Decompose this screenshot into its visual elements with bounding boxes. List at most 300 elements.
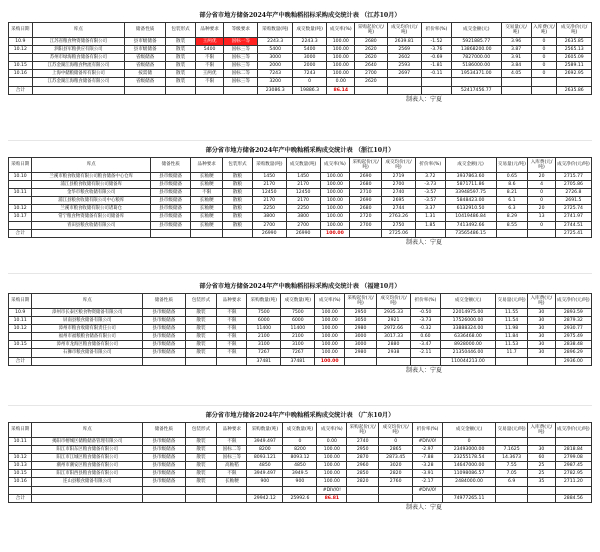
table-cell xyxy=(9,197,32,205)
table-cell: 2744 xyxy=(382,205,416,213)
table-cell: 2760 xyxy=(379,478,413,486)
table-cell: 2170 xyxy=(252,181,286,189)
divider xyxy=(8,405,592,406)
table-header-row xyxy=(9,158,592,173)
table-cell: #DIV/0! xyxy=(413,486,443,494)
total-cell xyxy=(166,86,196,94)
table-cell: 2980 xyxy=(345,349,377,357)
sheet-guangdong xyxy=(8,410,592,513)
table-cell: 2896.29 xyxy=(555,349,591,357)
table-row xyxy=(9,181,592,189)
table-cell xyxy=(379,486,413,494)
table-cell: -3.57 xyxy=(415,189,445,197)
column-header: 采购起价(元/吨) xyxy=(345,294,377,309)
column-header: 入库费(元/吨) xyxy=(528,158,556,173)
column-header: 交易量(元/吨) xyxy=(501,23,531,38)
table-cell: 3.87 xyxy=(501,46,531,54)
table-cell: 10.16 xyxy=(9,70,33,78)
table-cell: 2170 xyxy=(252,197,286,205)
table-cell: 王两优 xyxy=(196,70,224,78)
table-cell: 2602 xyxy=(387,54,421,62)
total-cell xyxy=(217,494,247,502)
table-cell: 散粮 xyxy=(223,221,253,229)
total-cell: 100.00 xyxy=(315,357,345,365)
table-cell: 2243.3 xyxy=(292,38,326,46)
table-cell xyxy=(9,181,32,189)
table-row xyxy=(9,62,592,70)
table-cell: 省级储备 xyxy=(125,62,166,70)
table-cell: 8200 xyxy=(283,446,317,454)
column-header: 折价率(%) xyxy=(413,423,443,438)
table-cell: 散装 xyxy=(166,54,196,62)
total-cell: 86.14 xyxy=(327,86,355,94)
table-cell: 11400 xyxy=(281,325,315,333)
table-cell xyxy=(247,486,283,494)
table-cell: 散装 xyxy=(185,309,217,317)
table-cell: 3000 xyxy=(345,333,377,341)
table-cell xyxy=(555,486,591,494)
total-cell: 19886.3 xyxy=(292,86,326,94)
table-cell: 2640 xyxy=(355,62,387,70)
table-cell: 8093.12 xyxy=(283,454,317,462)
table-cell: 县市级储备 xyxy=(143,454,186,462)
total-cell xyxy=(379,494,413,502)
sheet-title: 部分省市地方储备2024年产中晚籼稻招标采购成交统计表 （福建10月） xyxy=(199,283,401,290)
table-cell: 10.12 xyxy=(9,205,32,213)
depot-name-cell: 阳江市江城区粮食储备有限公司 xyxy=(32,454,143,462)
table-cell: 散装 xyxy=(185,462,217,470)
table-cell: 2782.95 xyxy=(555,470,591,478)
table-cell: 1.85 xyxy=(415,221,445,229)
table-cell: 6.1 xyxy=(496,197,528,205)
table-cell xyxy=(283,486,317,494)
table-cell: 2763.26 xyxy=(382,213,416,221)
table-cell xyxy=(217,486,247,494)
table-cell: 21350446.00 xyxy=(440,349,495,357)
table-cell: 10.12 xyxy=(9,325,32,333)
table-cell: 7.05 xyxy=(496,470,528,478)
table-cell: 35 xyxy=(528,478,556,486)
table-cell: 6132910.50 xyxy=(445,205,496,213)
table-row xyxy=(9,317,592,325)
total-cell: 2884.56 xyxy=(555,494,591,502)
table-cell: 6.9 xyxy=(496,478,528,486)
table-cell: 100.00 xyxy=(320,181,350,189)
table-row xyxy=(9,341,592,349)
depot-name-cell: 江苏金湖江海粮食储备有限公司 xyxy=(32,78,125,86)
column-header: 成交净价(元/吨) xyxy=(557,23,592,38)
table-cell: 3.91 xyxy=(501,54,531,62)
table-cell: 散装 xyxy=(185,325,217,333)
table-cell: 1450 xyxy=(286,173,320,181)
table-cell: 10.12 xyxy=(9,454,32,462)
table-cell: 散装 xyxy=(166,46,196,54)
table-cell: 长籼粳 xyxy=(191,221,223,229)
table-row xyxy=(9,446,592,454)
table-cell: 100.00 xyxy=(320,213,350,221)
column-header: 品种要求 xyxy=(196,23,224,38)
table-cell: 县市级储备 xyxy=(143,446,186,454)
total-cell: 23086.3 xyxy=(258,86,292,94)
column-header: 入库费(元/吨) xyxy=(528,294,556,309)
table-cell: 7827000.00 xyxy=(452,54,501,62)
table-cell: 散装 xyxy=(185,317,217,325)
table-cell: 2893.59 xyxy=(555,309,591,317)
total-cell: 29942.12 xyxy=(247,494,283,502)
table-cell: 2820 xyxy=(379,470,413,478)
table-cell: 散装 xyxy=(166,62,196,70)
table-cell: 10.11 xyxy=(9,317,32,325)
table-cell: 20 xyxy=(528,205,556,213)
total-cell: 37481 xyxy=(247,357,281,365)
table-cell: 县市级储备 xyxy=(143,317,186,325)
table-cell xyxy=(9,446,32,454)
table-cell: 11.54 xyxy=(496,317,528,325)
column-header: 等级要求 xyxy=(224,23,258,38)
column-header: 包装形式 xyxy=(185,294,217,309)
column-header: 品种要求 xyxy=(217,294,247,309)
column-header: 折价率(%) xyxy=(415,158,445,173)
table-cell: 5400 xyxy=(196,46,224,54)
column-header: 入库费(元/吨) xyxy=(531,23,557,38)
table-cell: 8.55 xyxy=(496,221,528,229)
table-cell: 4.05 xyxy=(501,70,531,78)
table-cell: 2960 xyxy=(347,462,379,470)
column-header: 成交率(%) xyxy=(317,423,347,438)
table-cell: 3949.497 xyxy=(247,470,283,478)
depot-name-cell: 漳州市长泰区粮食物资储备有限公司 xyxy=(32,309,143,317)
depot-name-cell: 浦江县粮食收储有限公司储备库 xyxy=(32,181,151,189)
total-cell xyxy=(350,229,382,237)
table-cell: 5921885.77 xyxy=(452,38,501,46)
table-cell: 5400 xyxy=(258,46,292,54)
table-cell: 2987.45 xyxy=(555,462,591,470)
total-cell xyxy=(32,86,125,94)
table-cell: 2880 xyxy=(377,341,411,349)
divider xyxy=(8,140,592,141)
total-row xyxy=(9,86,592,94)
table-cell: 散粮 xyxy=(223,213,253,221)
table-cell: 8.21 xyxy=(496,189,528,197)
table-cell: 2691.5 xyxy=(555,197,591,205)
total-cell: 26990 xyxy=(286,229,320,237)
table-row xyxy=(9,454,592,462)
table-cell: 县市级储备 xyxy=(125,38,166,46)
table-cell: 100.00 xyxy=(320,221,350,229)
table-cell: 13 xyxy=(528,213,556,221)
table-cell: 8093.121 xyxy=(247,454,283,462)
table-cell: 不限 xyxy=(191,189,223,197)
table-cell: 王两优 xyxy=(196,38,224,46)
table-cell: 100.00 xyxy=(317,462,347,470)
table-cell: 不限 xyxy=(196,78,224,86)
table-cell: 2620 xyxy=(355,78,387,86)
table-cell: 2170 xyxy=(286,197,320,205)
table-cell: 0 xyxy=(531,54,557,62)
table-cell xyxy=(528,486,556,494)
table-cell: 县市级储备 xyxy=(143,478,186,486)
table-cell: 11098086.57 xyxy=(442,470,495,478)
depot-name-cell: 石狮市粮食储备有限公司 xyxy=(32,349,143,357)
table-row xyxy=(9,470,592,478)
table-cell: 长籼粳 xyxy=(191,173,223,181)
table-cell: 14647000.00 xyxy=(442,462,495,470)
table-cell: 县市级储备 xyxy=(143,462,186,470)
total-row xyxy=(9,229,592,237)
table-cell: 8.29 xyxy=(496,213,528,221)
table-cell: 10.17 xyxy=(9,213,32,221)
table-cell xyxy=(9,54,33,62)
table-cell: 6.3 xyxy=(496,205,528,213)
table-cell: 3.84 xyxy=(501,62,531,70)
table-cell: 100.00 xyxy=(320,189,350,197)
column-header: 成交均价(元/吨) xyxy=(387,23,421,38)
total-cell: 74977265.11 xyxy=(442,494,495,502)
table-cell: 散粮 xyxy=(223,197,253,205)
depot-name-cell: 连山县粮食储备有限公司 xyxy=(32,478,143,486)
table-row xyxy=(9,333,592,341)
table-cell: 2700 xyxy=(252,221,286,229)
table-cell: 6336468.00 xyxy=(440,333,495,341)
table-cell: 按需储 xyxy=(125,70,166,78)
total-cell: 2725.41 xyxy=(555,229,591,237)
column-header: 包装形式 xyxy=(166,23,196,38)
total-cell xyxy=(32,357,143,365)
table-cell: 国标三等 xyxy=(217,454,247,462)
table-cell: 2873.45 xyxy=(379,454,413,462)
column-header: 成交净价(元/吨) xyxy=(555,423,591,438)
total-cell xyxy=(528,357,556,365)
table-cell: 2690 xyxy=(350,197,382,205)
table-cell: 2000 xyxy=(292,62,326,70)
table-cell: 2850 xyxy=(347,470,379,478)
table-cell: 不限 xyxy=(217,341,247,349)
table-cell: 国标二等 xyxy=(224,70,258,78)
table-cell: 0 xyxy=(531,70,557,78)
table-cell: 不限 xyxy=(196,62,224,70)
table-cell: -2.11 xyxy=(411,349,441,357)
table-cell: 10.11 xyxy=(9,189,32,197)
column-header: 储备性质 xyxy=(151,158,191,173)
column-header: 交易量(元/吨) xyxy=(496,158,528,173)
column-header: 成交数量(吨) xyxy=(283,423,317,438)
table-cell xyxy=(557,78,592,86)
table-cell xyxy=(387,78,421,86)
table-cell: 2605.09 xyxy=(557,54,592,62)
table-cell: 2719 xyxy=(382,173,416,181)
table-cell: 长籼粳 xyxy=(191,181,223,189)
table-cell xyxy=(496,486,528,494)
table-cell: 散粮 xyxy=(223,189,253,197)
table-cell: 国标三等 xyxy=(224,54,258,62)
table-cell xyxy=(9,333,32,341)
table-cell xyxy=(531,78,557,86)
table-row xyxy=(9,349,592,357)
table-row xyxy=(9,189,592,197)
total-cell xyxy=(421,86,451,94)
column-header: 库点 xyxy=(32,23,125,38)
table-jiangsu xyxy=(8,22,592,95)
table-cell: 3050 xyxy=(345,317,377,325)
column-header: 成交金额(元) xyxy=(445,158,496,173)
table-cell: 7243 xyxy=(258,70,292,78)
maker-label: 制表人：宁夏 xyxy=(405,503,442,511)
table-header-row xyxy=(9,294,592,309)
depot-name-cell: 福州市福粮粮食储备有限公司 xyxy=(32,333,143,341)
table-cell: -3.47 xyxy=(411,341,441,349)
table-cell: 2740 xyxy=(347,438,379,446)
table-cell: 散装 xyxy=(185,341,217,349)
table-cell: 8.6 xyxy=(496,181,528,189)
table-cell: 2589.11 xyxy=(557,62,592,70)
table-cell: 不限 xyxy=(217,309,247,317)
table-cell: 2818.84 xyxy=(555,446,591,454)
column-header: 品种要求 xyxy=(217,423,247,438)
total-cell xyxy=(125,86,166,94)
table-cell: 3949.5 xyxy=(283,470,317,478)
total-cell xyxy=(151,229,191,237)
column-header: 成交净价(元/吨) xyxy=(555,294,591,309)
sheet-title: 部分省市地方储备2024年产中晚籼稻招标采购成交统计表 （江苏10月） xyxy=(199,12,401,19)
table-header-row xyxy=(9,23,592,38)
table-cell: 2711.20 xyxy=(555,478,591,486)
table-cell: -3.73 xyxy=(411,317,441,325)
table-cell: 2635.85 xyxy=(557,38,592,46)
table-cell: 7267 xyxy=(247,349,281,357)
table-cell: 25 xyxy=(528,462,556,470)
table-cell: 100.00 xyxy=(320,173,350,181)
total-cell xyxy=(528,229,556,237)
total-cell: 2725.06 xyxy=(382,229,416,237)
depot-name-cell: 苏州市绿海粮食储备有限公司 xyxy=(32,54,125,62)
table-cell: 0 xyxy=(442,438,495,446)
column-header: 成交率(%) xyxy=(327,23,355,38)
table-cell: 100.00 xyxy=(315,325,345,333)
table-cell: 3.37 xyxy=(415,205,445,213)
total-cell xyxy=(411,357,441,365)
column-header: 成交数量(吨) xyxy=(292,23,326,38)
maker-label: 制表人：宁夏 xyxy=(405,95,442,103)
column-header: 库点 xyxy=(32,294,143,309)
table-cell: 100.00 xyxy=(327,38,355,46)
table-cell: 3000 xyxy=(345,341,377,349)
total-cell xyxy=(185,494,217,502)
column-header: 采购起价(元/吨) xyxy=(350,158,382,173)
table-cell: 100.00 xyxy=(327,54,355,62)
table-cell: 13868200.00 xyxy=(452,46,501,54)
table-cell: 30 xyxy=(528,317,556,325)
table-cell: 县市级储备 xyxy=(143,470,186,478)
total-row xyxy=(9,494,592,502)
table-cell: 2741.97 xyxy=(555,213,591,221)
table-cell: 3800 xyxy=(252,213,286,221)
table-cell: 2620 xyxy=(355,54,387,62)
table-cell: -7.88 xyxy=(413,454,443,462)
table-cell: 3100 xyxy=(247,341,281,349)
table-cell: 7.1625 xyxy=(496,446,528,454)
depot-name-cell: 屏南县粮食储备有限公司 xyxy=(32,317,143,325)
table-cell: -1.81 xyxy=(421,62,451,70)
table-cell: 2695 xyxy=(382,197,416,205)
column-header: 成交数量(吨) xyxy=(281,294,315,309)
table-cell: 7267 xyxy=(281,349,315,357)
sheet-jiangsu xyxy=(8,10,592,105)
table-cell: 国标三等 xyxy=(224,78,258,86)
table-cell: 2950 xyxy=(347,446,379,454)
sheet-zhejiang xyxy=(8,145,592,248)
table-cell: 10.15 xyxy=(9,470,32,478)
table-cell: -3.91 xyxy=(413,470,443,478)
table-cell: 2250 xyxy=(286,205,320,213)
table-cell: 散装 xyxy=(185,478,217,486)
depot-name-cell: 揭阳市榕城区储粮储备管理有限公司 xyxy=(32,438,143,446)
column-header: 成交金额(元) xyxy=(440,294,495,309)
table-cell: -3.73 xyxy=(415,181,445,189)
table-cell: 11.84 xyxy=(496,333,528,341)
table-cell: 2838.48 xyxy=(555,341,591,349)
table-cell: 县市级储备 xyxy=(151,189,191,197)
table-cell: 县市级储备 xyxy=(143,349,186,357)
column-header: 成交均价(元/吨) xyxy=(379,423,413,438)
table-cell: 10.15 xyxy=(9,341,32,349)
table-cell: 100.00 xyxy=(320,197,350,205)
table-cell: 100.00 xyxy=(317,446,347,454)
table-cell: 不限 xyxy=(217,325,247,333)
table-cell: 国标三等 xyxy=(224,62,258,70)
table-row xyxy=(9,486,592,494)
table-cell: 3200 xyxy=(258,78,292,86)
table-cell: -0.69 xyxy=(421,54,451,62)
table-cell: 0 xyxy=(292,78,326,86)
table-row xyxy=(9,221,592,229)
table-cell: 散粮 xyxy=(223,205,253,213)
table-cell: #DIV/0! xyxy=(317,486,347,494)
table-cell: 100.00 xyxy=(317,470,347,478)
table-cell: 不限 xyxy=(217,470,247,478)
column-header: 储备性质 xyxy=(143,423,186,438)
table-cell: 5871711.86 xyxy=(445,181,496,189)
total-cell xyxy=(224,86,258,94)
table-cell: 1.31 xyxy=(415,213,445,221)
table-cell: 2484000.00 xyxy=(442,478,495,486)
depot-name-cell: 金华市粮食收储有限公司 xyxy=(32,189,151,197)
table-cell: 长籼粳 xyxy=(217,478,247,486)
table-cell: 10.12 xyxy=(9,46,33,54)
table-cell: 2935.33 xyxy=(377,309,411,317)
table-cell: 2726.8 xyxy=(555,189,591,197)
table-cell: -0.11 xyxy=(421,70,451,78)
table-cell: 17526000.00 xyxy=(440,317,495,325)
total-cell xyxy=(143,494,186,502)
table-cell: 30 xyxy=(528,341,556,349)
column-header: 品种要求 xyxy=(191,158,223,173)
depot-name-cell: 江苏金湖江海粮食物流有限公司 xyxy=(32,62,125,70)
table-cell: 高籼稻 xyxy=(217,462,247,470)
table-cell: -3.76 xyxy=(421,46,451,54)
table-cell: 2243.3 xyxy=(258,38,292,46)
table-cell xyxy=(32,486,143,494)
table-cell: 100.00 xyxy=(320,205,350,213)
table-cell: -0.32 xyxy=(411,325,441,333)
table-cell: 2565.13 xyxy=(557,46,592,54)
table-cell: 长籼粳 xyxy=(191,205,223,213)
table-cell: -3.57 xyxy=(415,197,445,205)
table-cell: 县市级储备 xyxy=(151,173,191,181)
column-header: 交易量(元/吨) xyxy=(496,294,528,309)
table-cell: 2700 xyxy=(355,70,387,78)
column-header: 交易量(元/吨) xyxy=(496,423,528,438)
column-header: 采购日期 xyxy=(9,294,32,309)
